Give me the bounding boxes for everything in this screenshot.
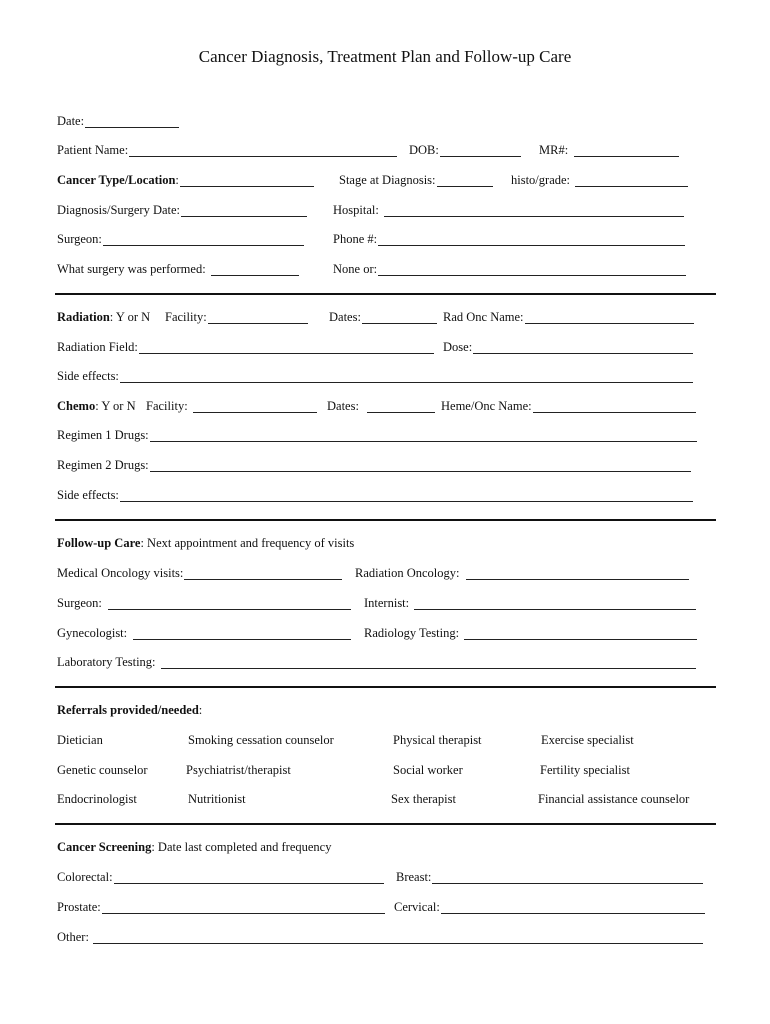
- rad-onc-followup-field[interactable]: [355, 566, 689, 580]
- chemo-side-effects-field[interactable]: [57, 488, 693, 502]
- phone-label: Phone #:: [333, 232, 378, 246]
- cervical-label: Cervical:: [394, 900, 440, 914]
- row-gyn: [0, 626, 770, 644]
- referral-item[interactable]: Social worker: [393, 763, 463, 777]
- regimen-1-field[interactable]: [57, 428, 697, 442]
- row-referrals-heading: Referrals provided/needed:: [57, 703, 203, 717]
- radiation-label: Radiation: [57, 310, 110, 324]
- referral-item[interactable]: Exercise specialist: [541, 733, 634, 747]
- followup-surgeon-field[interactable]: [57, 596, 351, 610]
- gynecologist-label: Gynecologist:: [57, 626, 128, 640]
- row-followup-surgeon: [0, 596, 770, 614]
- radiation-yn[interactable]: : Y or N: [109, 310, 151, 324]
- regimen-2-label: Regimen 2 Drugs:: [57, 458, 149, 472]
- patient-name-label: Patient Name:: [57, 143, 129, 157]
- chemo-dates-label: Dates:: [327, 399, 359, 413]
- mr-label: MR#:: [539, 143, 569, 157]
- screening-heading: Cancer Screening: [57, 840, 152, 854]
- histo-label: histo/grade:: [511, 173, 571, 187]
- prostate-label: Prostate:: [57, 900, 101, 914]
- followup-surgeon-label: Surgeon:: [57, 596, 102, 610]
- dose-label: Dose:: [443, 340, 473, 354]
- cervical-field[interactable]: [394, 900, 705, 914]
- lab-testing-label: Laboratory Testing:: [57, 655, 156, 669]
- row-date: [0, 114, 770, 132]
- row-diagnosis-date: [0, 203, 770, 221]
- date-label: Date:: [57, 114, 85, 128]
- histo-field[interactable]: [511, 173, 688, 187]
- chemo-side-effects-label: Side effects:: [57, 488, 119, 502]
- section-divider: [55, 823, 716, 825]
- rad-onc-name-field[interactable]: [443, 310, 694, 324]
- date-field[interactable]: [57, 114, 179, 128]
- regimen-2-field[interactable]: [57, 458, 691, 472]
- gynecologist-field[interactable]: [57, 626, 351, 640]
- referral-row: [0, 733, 770, 751]
- lab-testing-field[interactable]: [57, 655, 696, 669]
- followup-heading: Follow-up Care: [57, 536, 141, 550]
- chemo-facility-label: Facility:: [146, 399, 188, 413]
- rad-onc-name-label: Rad Onc Name:: [443, 310, 524, 324]
- dob-label: DOB:: [409, 143, 439, 157]
- med-onc-label: Medical Oncology visits:: [57, 566, 184, 580]
- row-patient-name: [0, 143, 770, 161]
- referral-item[interactable]: Endocrinologist: [57, 792, 137, 806]
- none-or-field[interactable]: [333, 262, 686, 276]
- row-what-surgery: [0, 262, 770, 280]
- cancer-type-label: Cancer Type/Location: [57, 173, 176, 187]
- row-colorectal: [0, 870, 770, 888]
- row-other: [0, 930, 770, 948]
- page-title: Cancer Diagnosis, Treatment Plan and Follow-up Care: [198, 47, 572, 66]
- radiation-field-field[interactable]: [57, 340, 434, 354]
- radiation-facility-label: Facility:: [165, 310, 207, 324]
- stage-field[interactable]: [339, 173, 493, 187]
- diagnosis-date-field[interactable]: [57, 203, 307, 217]
- row-followup-heading: [0, 536, 770, 554]
- colorectal-label: Colorectal:: [57, 870, 113, 884]
- med-onc-field[interactable]: [57, 566, 342, 580]
- phone-field[interactable]: [333, 232, 685, 246]
- surgeon-label: Surgeon:: [57, 232, 102, 246]
- radiation-side-effects-field[interactable]: [57, 369, 693, 383]
- heme-onc-name-field[interactable]: [441, 399, 696, 413]
- row-regimen-2: [0, 458, 770, 476]
- rad-onc-followup-label: Radiation Oncology:: [355, 566, 460, 580]
- chemo-label: Chemo: [57, 399, 96, 413]
- cancer-type-field[interactable]: Cancer Type/Location:: [57, 173, 314, 187]
- referral-row: [0, 792, 770, 810]
- followup-subheading: : Next appointment and frequency of visits: [140, 536, 355, 550]
- referral-item[interactable]: Fertility specialist: [540, 763, 630, 777]
- row-radiation: [0, 310, 770, 328]
- referral-item[interactable]: Financial assistance counselor: [538, 792, 690, 806]
- section-divider: [55, 519, 716, 521]
- section-divider: [55, 293, 716, 295]
- other-field[interactable]: [57, 930, 703, 944]
- internist-field[interactable]: [364, 596, 696, 610]
- what-surgery-field[interactable]: [57, 262, 299, 276]
- chemo-yn[interactable]: : Y or N: [95, 399, 136, 413]
- referral-row: [0, 763, 770, 781]
- referral-item[interactable]: Smoking cessation counselor: [188, 733, 334, 747]
- row-screening-heading: [0, 840, 770, 858]
- breast-label: Breast:: [396, 870, 432, 884]
- referral-item[interactable]: Nutritionist: [188, 792, 246, 806]
- other-label: Other:: [57, 930, 89, 944]
- radiation-dates-label: Dates:: [329, 310, 361, 324]
- row-prostate: [0, 900, 770, 918]
- radiology-testing-label: Radiology Testing:: [364, 626, 460, 640]
- radiation-field-label: Radiation Field:: [57, 340, 138, 354]
- referral-item[interactable]: Sex therapist: [391, 792, 456, 806]
- row-chemo-side-effects: [0, 488, 770, 506]
- dob-field[interactable]: [409, 143, 521, 157]
- heme-onc-name-label: Heme/Onc Name:: [441, 399, 532, 413]
- radiation-dates-field[interactable]: [329, 310, 437, 324]
- radiology-testing-field[interactable]: [364, 626, 697, 640]
- surgeon-field[interactable]: [57, 232, 304, 246]
- referrals-heading: Referrals provided/needed: [57, 703, 199, 717]
- referral-item[interactable]: Psychiatrist/therapist: [186, 763, 291, 777]
- row-chemo: [0, 399, 770, 417]
- patient-name-field[interactable]: [57, 143, 397, 157]
- radiation-side-effects-label: Side effects:: [57, 369, 119, 383]
- prostate-field[interactable]: [57, 900, 385, 914]
- screening-subheading: : Date last completed and frequency: [151, 840, 332, 854]
- referral-item[interactable]: Genetic counselor: [57, 763, 148, 777]
- none-or-label: None or:: [333, 262, 378, 276]
- chemo-dates-field[interactable]: [327, 399, 435, 413]
- row-radiation-field: [0, 340, 770, 358]
- radiation-facility-field[interactable]: [165, 310, 308, 324]
- row-surgeon: [0, 232, 770, 250]
- row-cancer-type: [0, 173, 770, 191]
- row-med-onc: [0, 566, 770, 584]
- referral-item[interactable]: Physical therapist: [393, 733, 482, 747]
- diagnosis-date-label: Diagnosis/Surgery Date:: [57, 203, 181, 217]
- what-surgery-label: What surgery was performed:: [57, 262, 206, 276]
- row-regimen-1: [0, 428, 770, 446]
- row-lab-testing: [0, 655, 770, 673]
- hospital-label: Hospital:: [333, 203, 379, 217]
- row-radiation-side-effects: [0, 369, 770, 387]
- colorectal-field[interactable]: [57, 870, 384, 884]
- referral-item[interactable]: Dietician: [57, 733, 103, 747]
- section-divider: [55, 686, 716, 688]
- stage-label: Stage at Diagnosis:: [339, 173, 436, 187]
- hospital-field[interactable]: [333, 203, 684, 217]
- dose-field[interactable]: [443, 340, 693, 354]
- regimen-1-label: Regimen 1 Drugs:: [57, 428, 149, 442]
- mr-field[interactable]: [539, 143, 679, 157]
- chemo-facility-field[interactable]: [146, 399, 317, 413]
- breast-field[interactable]: [396, 870, 703, 884]
- internist-label: Internist:: [364, 596, 410, 610]
